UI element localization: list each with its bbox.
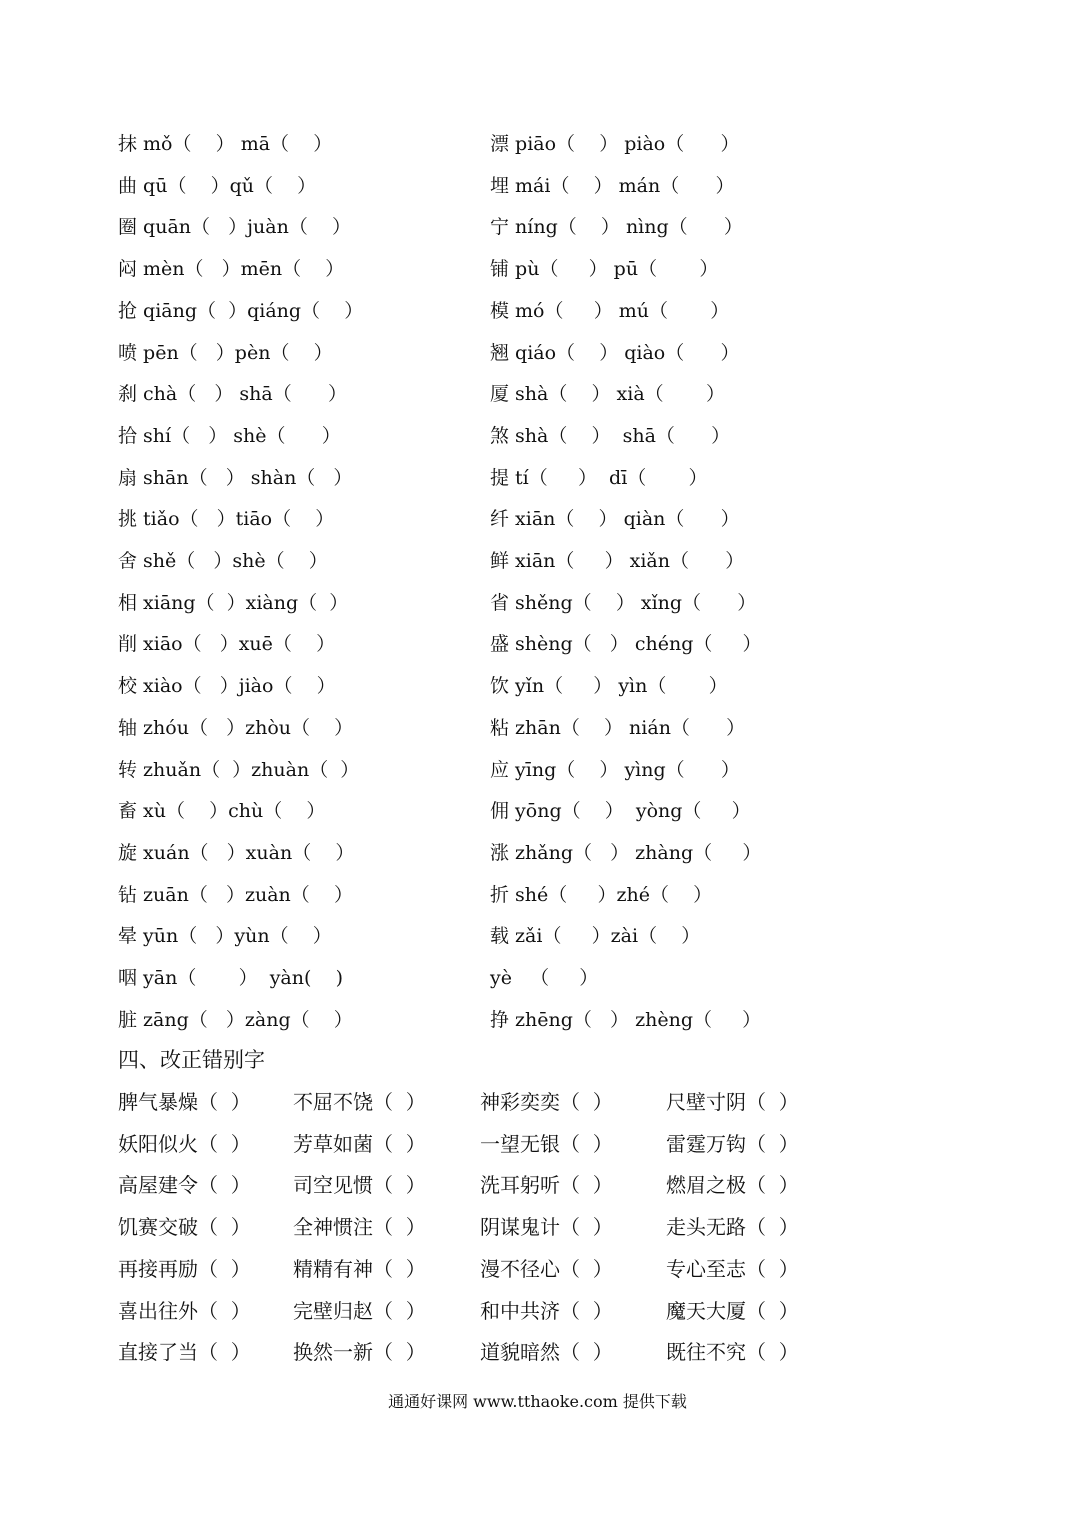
pinyin-row [0,126,1075,162]
idiom-item: 芳草如菌（ ） [293,1131,426,1156]
pinyin-right-item: 纤 xiān（ ） qiàn（ ） [490,508,740,531]
pinyin-row [0,710,1075,746]
idiom-row [0,1084,1075,1120]
idiom-item: 走头无路（ ） [666,1215,799,1240]
idiom-item: 专心至志（ ） [666,1256,799,1281]
pinyin-left-item: 喷 pēn（ ）pèn（ ） [118,341,333,364]
pinyin-right-item: 粘 zhān（ ） nián（ ） [490,716,746,739]
idiom-row [0,1167,1075,1203]
pinyin-row [0,543,1075,579]
idiom-item: 洗耳躬听（ ） [480,1173,613,1198]
pinyin-right-item: 载 zǎi（ ）zài（ ） [490,925,701,948]
pinyin-right-item: yè （ ） [490,967,599,989]
pinyin-right-item: 模 mó（ ） mú（ ） [490,299,730,322]
idiom-item: 雷霆万钩（ ） [666,1131,799,1156]
idiom-item: 换然一新（ ） [293,1340,426,1365]
idiom-row [0,1334,1075,1370]
pinyin-left-item: 相 xiāng（ ）xiàng（ ） [118,591,349,614]
pinyin-row [0,460,1075,496]
pinyin-row [0,293,1075,329]
pinyin-row [0,501,1075,537]
pinyin-row [0,835,1075,871]
idiom-row [0,1293,1075,1329]
idiom-item: 完壁归赵（ ） [293,1298,426,1323]
pinyin-right-item: 盛 shèng（ ） chéng（ ） [490,633,762,656]
pinyin-right-item: 漂 piāo（ ） piào（ ） [490,133,740,155]
idiom-item: 高屋建令（ ） [118,1173,251,1198]
pinyin-right-item: 折 shé（ ）zhé（ ） [490,883,713,906]
pinyin-row [0,168,1075,204]
pinyin-left-item: 抹 mǒ（ ） mā（ ） [118,133,333,155]
idiom-item: 神彩奕奕（ ） [480,1090,613,1114]
pinyin-row [0,752,1075,788]
idiom-item: 饥赛交破（ ） [118,1215,251,1240]
pinyin-row [0,793,1075,829]
idiom-item: 和中共济（ ） [480,1298,613,1323]
pinyin-left-item: 钻 zuān（ ）zuàn（ ） [118,883,353,906]
pinyin-left-item: 曲 qū（ ）qǔ（ ） [118,174,317,197]
idiom-item: 妖阳似火（ ） [118,1131,251,1156]
pinyin-row [0,918,1075,954]
pinyin-row [0,418,1075,454]
pinyin-row [0,585,1075,621]
idiom-item: 既往不究（ ） [666,1340,799,1365]
pinyin-left-item: 旋 xuán（ ）xuàn（ ） [118,841,355,864]
pinyin-left-item: 转 zhuǎn（ ）zhuàn（ ） [118,758,360,781]
idiom-item: 一望无银（ ） [480,1131,613,1156]
pinyin-left-item: 轴 zhóu（ ）zhòu（ ） [118,716,354,739]
pinyin-right-item: 应 yīng（ ） yìng（ ） [490,758,740,781]
pinyin-left-item: 晕 yūn（ ）yùn（ ） [118,925,332,948]
pinyin-left-item: 扇 shān（ ） shàn（ ） [118,466,353,489]
pinyin-row [0,335,1075,371]
pinyin-right-item: 铺 pù（ ） pū（ ） [490,258,719,281]
pinyin-right-item: 厦 shà（ ） xià（ ） [490,383,725,406]
pinyin-left-item: 挑 tiǎo（ ）tiāo（ ） [118,508,335,531]
idiom-item: 道貌暗然（ ） [480,1340,613,1365]
pinyin-left-item: 拾 shí（ ） shè（ ） [118,424,341,447]
pinyin-left-item: 校 xiào（ ）jiào（ ） [118,675,336,698]
idiom-item: 不屈不饶（ ） [293,1090,426,1114]
pinyin-right-item: 翘 qiáo（ ） qiào（ ） [490,341,740,364]
pinyin-left-item: 圈 quān（ ）juàn（ ） [118,216,351,239]
pinyin-row [0,376,1075,412]
pinyin-left-item: 抢 qiāng（ ）qiáng（ ） [118,299,364,322]
pinyin-left-item: 咽 yān（ ） yàn( ) [118,967,343,989]
idiom-item: 阴谋鬼计（ ） [480,1215,613,1240]
idiom-row [0,1209,1075,1245]
pinyin-row [0,1002,1075,1038]
pinyin-right-item: 佣 yōng（ ） yòng（ ） [490,800,751,823]
idiom-row [0,1251,1075,1287]
pinyin-right-item: 埋 mái（ ） mán（ ） [490,174,735,197]
pinyin-left-item: 舍 shě（ ）shè（ ） [118,550,328,572]
pinyin-row [0,251,1075,287]
idiom-item: 再接再励（ ） [118,1256,251,1281]
pinyin-right-item: 省 shěng（ ） xǐng（ ） [490,591,757,614]
pinyin-right-item: 鲜 xiān（ ） xiǎn（ ） [490,550,745,572]
idiom-item: 全神惯注（ ） [293,1215,426,1240]
pinyin-row [0,668,1075,704]
idiom-item: 精精有神（ ） [293,1256,426,1281]
pinyin-right-item: 宁 níng（ ） nìng（ ） [490,216,743,239]
pinyin-right-item: 提 tí（ ） dī（ ） [490,466,708,489]
idiom-item: 司空见惯（ ） [293,1173,426,1198]
pinyin-right-item: 挣 zhēng（ ） zhèng（ ） [490,1008,762,1031]
pinyin-row [0,209,1075,245]
pinyin-right-item: 煞 shà（ ） shā（ ） [490,424,731,447]
section-heading: 四、改正错别字 [118,1048,265,1072]
pinyin-row [0,960,1075,996]
pinyin-left-item: 畜 xù（ ）chù（ ） [118,800,326,823]
idiom-item: 燃眉之极（ ） [666,1173,799,1198]
idiom-item: 脾气暴燥（ ） [118,1090,251,1114]
footer-download-note: 通通好课网 www.tthaoke.com 提供下载 [388,1392,687,1411]
idiom-item: 直接了当（ ） [118,1340,251,1365]
pinyin-left-item: 削 xiāo（ ）xuē（ ） [118,633,336,656]
idiom-row [0,1126,1075,1162]
pinyin-row [0,626,1075,662]
idiom-item: 喜出往外（ ） [118,1298,251,1323]
pinyin-right-item: 饮 yǐn（ ） yìn（ ） [490,675,728,698]
pinyin-left-item: 刹 chà（ ） shā（ ） [118,383,347,406]
pinyin-row [0,877,1075,913]
pinyin-left-item: 脏 zāng（ ）zàng（ ） [118,1008,353,1031]
idiom-item: 尺壁寸阴（ ） [666,1090,799,1114]
idiom-item: 魔天大厦（ ） [666,1298,799,1323]
pinyin-right-item: 涨 zhǎng（ ） zhàng（ ） [490,841,762,864]
pinyin-left-item: 闷 mèn（ ）mēn（ ） [118,258,345,281]
idiom-item: 漫不径心（ ） [480,1256,613,1281]
